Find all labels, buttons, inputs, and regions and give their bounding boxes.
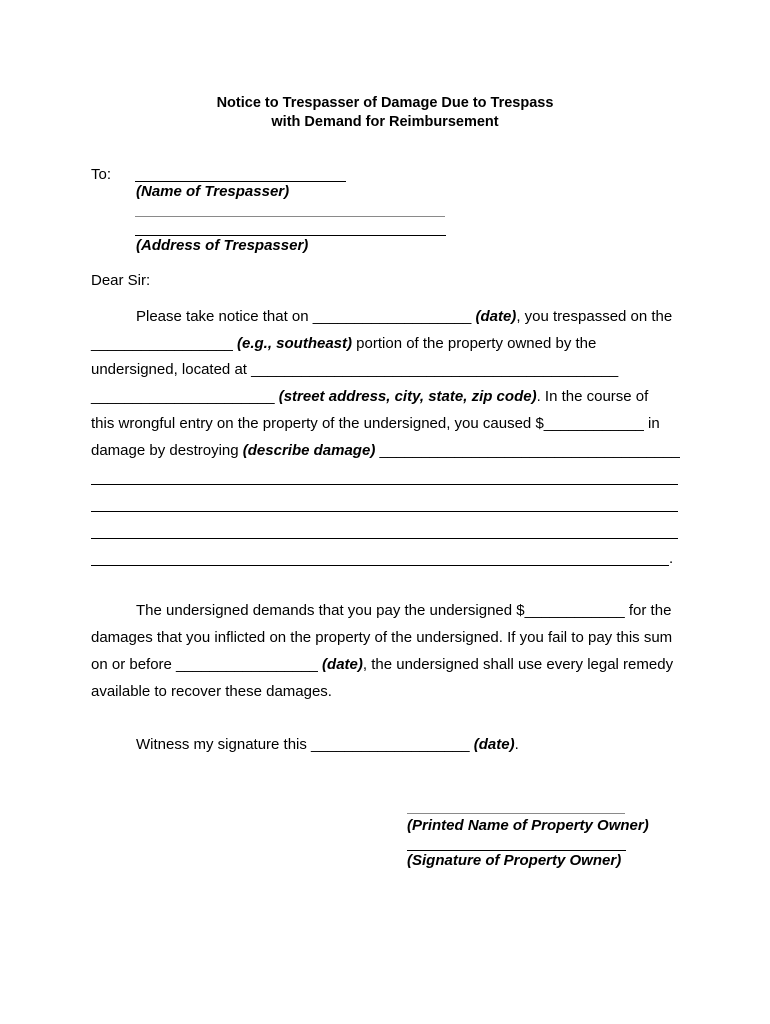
paragraph-1-line-6: damage by destroying (describe damage) ____________________________________ — [91, 442, 680, 459]
paragraph-1-line-4: ______________________ (street address, city, state, zip code). In the course of — [91, 388, 649, 405]
document-title-line1: Notice to Trespasser of Damage Due to Trespass — [216, 95, 554, 111]
name-of-trespasser-label: (Name of Trespasser) — [136, 183, 290, 200]
paragraph-1-line-5: this wrongful entry on the property of the undersigned, you caused $____________ in — [91, 415, 660, 432]
paragraph-1-line-1: Please take notice that on ___________________ (date), you trespassed on the — [136, 308, 673, 325]
trespasser-address-line-2 — [135, 235, 446, 236]
paragraph-2-line-3: on or before _________________ (date), the undersigned shall use every legal remedy — [91, 656, 674, 673]
address-of-trespasser-label: (Address of Trespasser) — [136, 237, 309, 254]
signature-line — [407, 850, 626, 851]
paragraph-2-line-2: damages that you inflicted on the property of the undersigned. If you fail to pay this sum — [91, 629, 673, 646]
damage-description-line-4 — [91, 565, 669, 566]
document-title-line2: with Demand for Reimbursement — [271, 114, 499, 130]
trespasser-name-line — [135, 181, 346, 182]
trespasser-address-line-1 — [135, 216, 445, 217]
printed-name-label: (Printed Name of Property Owner) — [407, 817, 649, 834]
damage-description-line-2 — [91, 511, 678, 512]
damage-description-line-1 — [91, 484, 678, 485]
paragraph-2-line-1: The undersigned demands that you pay the undersigned $____________ for the — [136, 602, 672, 619]
damage-description-end-period: . — [669, 550, 674, 567]
to-label: To: — [91, 166, 112, 183]
salutation: Dear Sir: — [91, 272, 151, 289]
paragraph-2-line-4: available to recover these damages. — [91, 683, 332, 700]
printed-name-line — [407, 813, 625, 814]
paragraph-1-line-2: _________________ (e.g., southeast) portion of the property owned by the — [91, 335, 597, 352]
damage-description-line-3 — [91, 538, 678, 539]
signature-label: (Signature of Property Owner) — [407, 852, 622, 869]
witness-line: Witness my signature this ___________________ (date). — [136, 736, 519, 753]
paragraph-1-line-3: undersigned, located at ____________________________________________ — [91, 361, 619, 378]
